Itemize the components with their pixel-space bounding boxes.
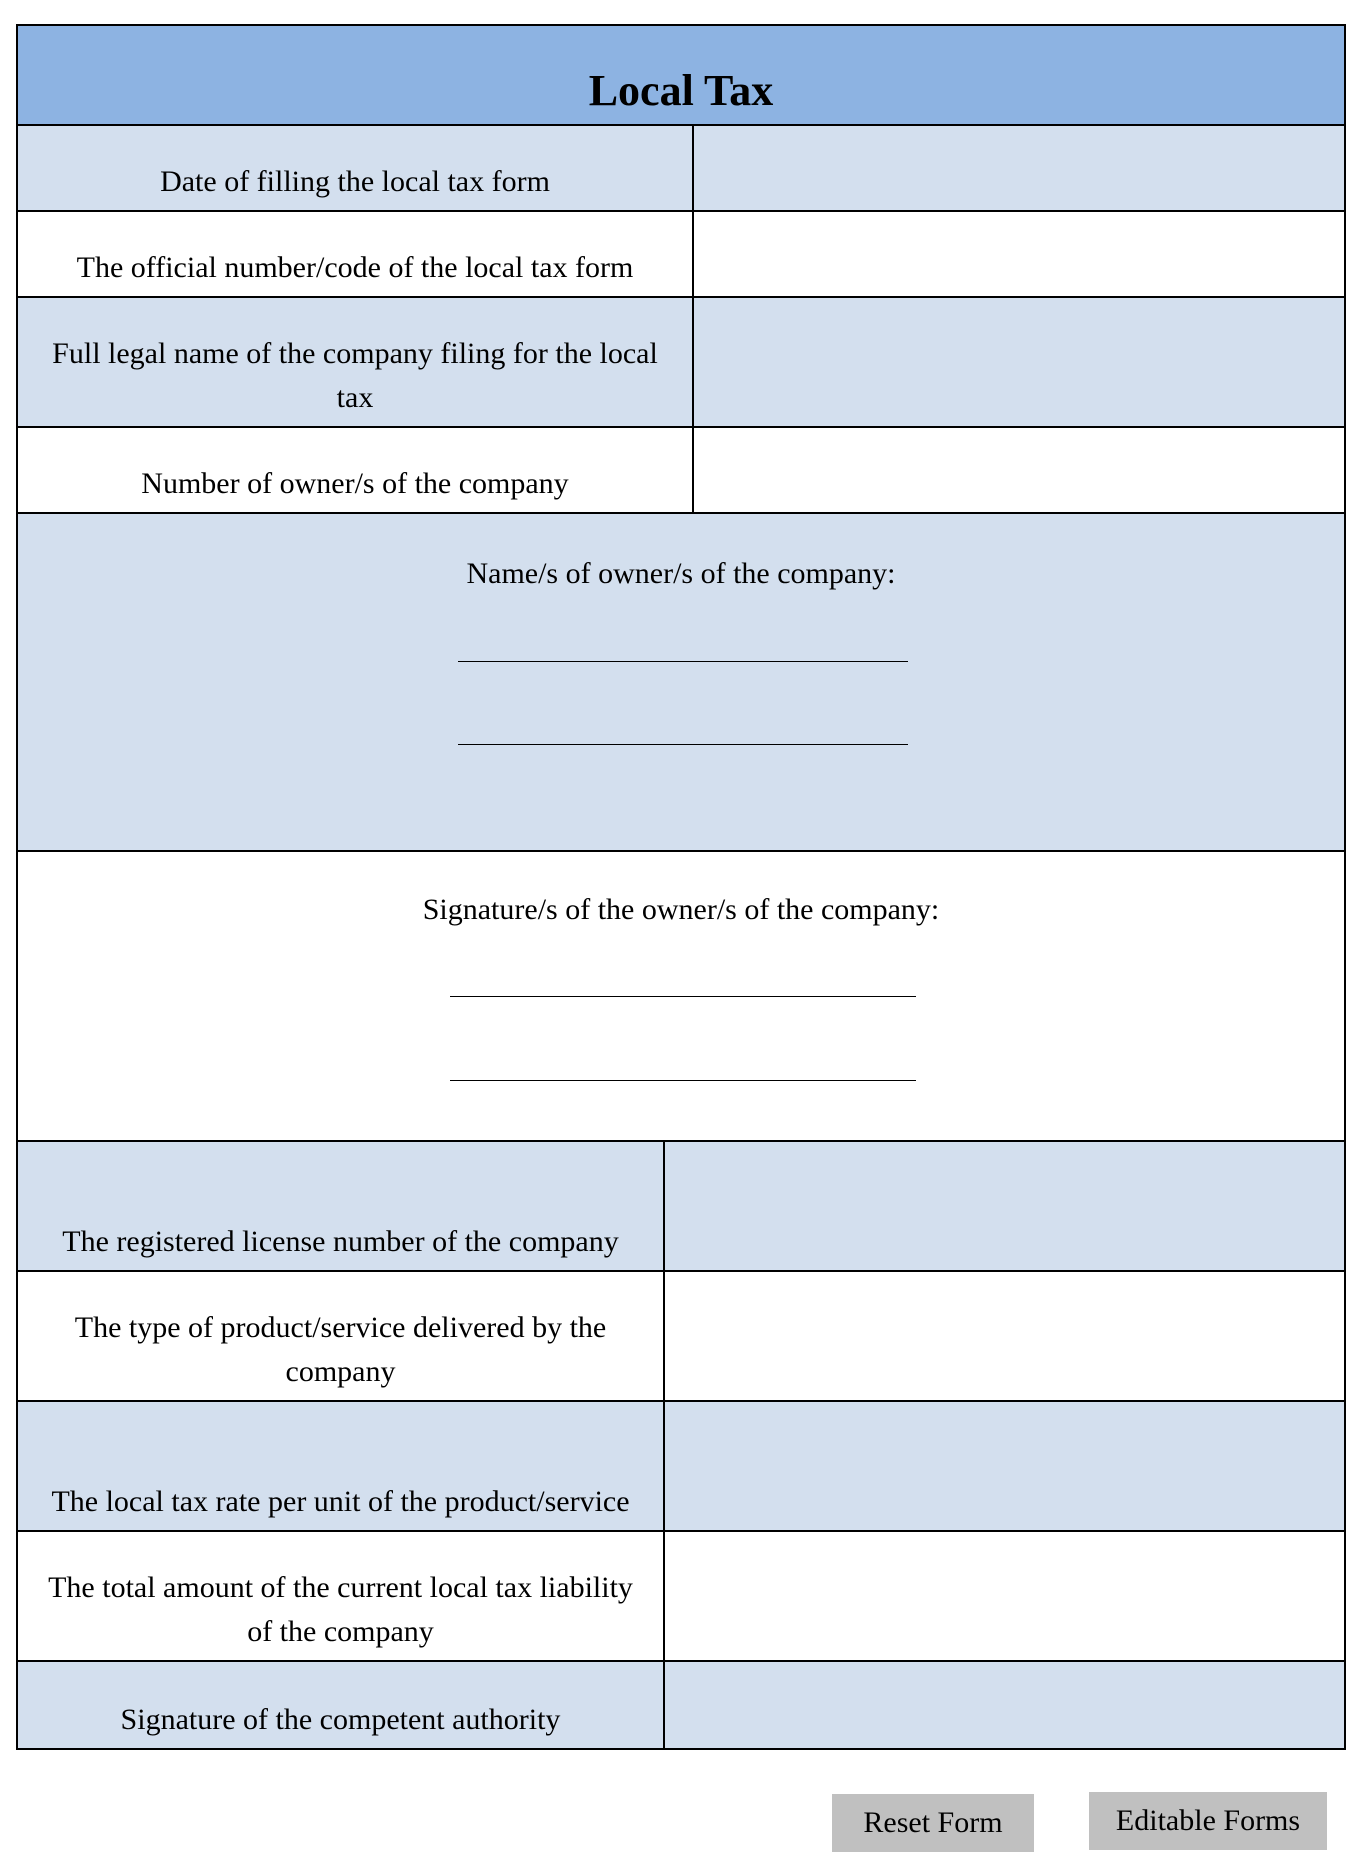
tax-liability-field[interactable] xyxy=(665,1532,1344,1660)
tax-rate-field[interactable] xyxy=(665,1402,1344,1530)
field-label: The type of product/service delivered by the company xyxy=(18,1272,665,1400)
form-row-company-name xyxy=(18,298,1344,428)
authority-signature-field[interactable] xyxy=(665,1662,1344,1748)
field-label: Date of filling the local tax form xyxy=(18,126,694,210)
field-label: The total amount of the current local tax liability of the company xyxy=(18,1532,665,1660)
form-title: Local Tax xyxy=(588,66,774,115)
owner-signatures-section xyxy=(18,852,1344,1142)
owner-signatures-label: Signature/s of the owner/s of the company: xyxy=(422,893,940,926)
form-code-field[interactable] xyxy=(694,212,1344,296)
license-number-field[interactable] xyxy=(665,1142,1344,1270)
field-label: Full legal name of the company filing for the local tax xyxy=(18,298,694,426)
field-label: Signature of the competent authority xyxy=(18,1662,665,1748)
form-row-form-code xyxy=(18,212,1344,298)
form-row-filing-date xyxy=(18,126,1344,212)
company-name-field[interactable] xyxy=(694,298,1344,426)
field-label: The registered license number of the company xyxy=(18,1142,665,1270)
form-row-authority-signature xyxy=(18,1662,1344,1748)
owner-name-line-1[interactable] xyxy=(458,661,908,662)
product-type-field[interactable] xyxy=(665,1272,1344,1400)
owner-signature-line-2[interactable] xyxy=(450,1080,916,1081)
form-row-product-type xyxy=(18,1272,1344,1402)
field-label: The official number/code of the local tax form xyxy=(18,212,694,296)
field-label: The local tax rate per unit of the product/service xyxy=(18,1402,665,1530)
owner-count-field[interactable] xyxy=(694,428,1344,512)
form-row-owner-count xyxy=(18,428,1344,514)
filing-date-field[interactable] xyxy=(694,126,1344,210)
owner-names-section xyxy=(18,514,1344,852)
form-row-license-number xyxy=(18,1142,1344,1272)
owner-signature-line-1[interactable] xyxy=(450,996,916,997)
form-row-tax-rate xyxy=(18,1402,1344,1532)
local-tax-form xyxy=(16,24,1346,1750)
form-header xyxy=(18,26,1344,126)
owner-names-label: Name/s of owner/s of the company: xyxy=(466,557,896,590)
form-row-tax-liability xyxy=(18,1532,1344,1662)
editable-forms-button[interactable]: Editable Forms xyxy=(1089,1792,1327,1850)
field-label: Number of owner/s of the company xyxy=(18,428,694,512)
reset-form-button[interactable]: Reset Form xyxy=(832,1794,1034,1852)
owner-name-line-2[interactable] xyxy=(458,744,908,745)
